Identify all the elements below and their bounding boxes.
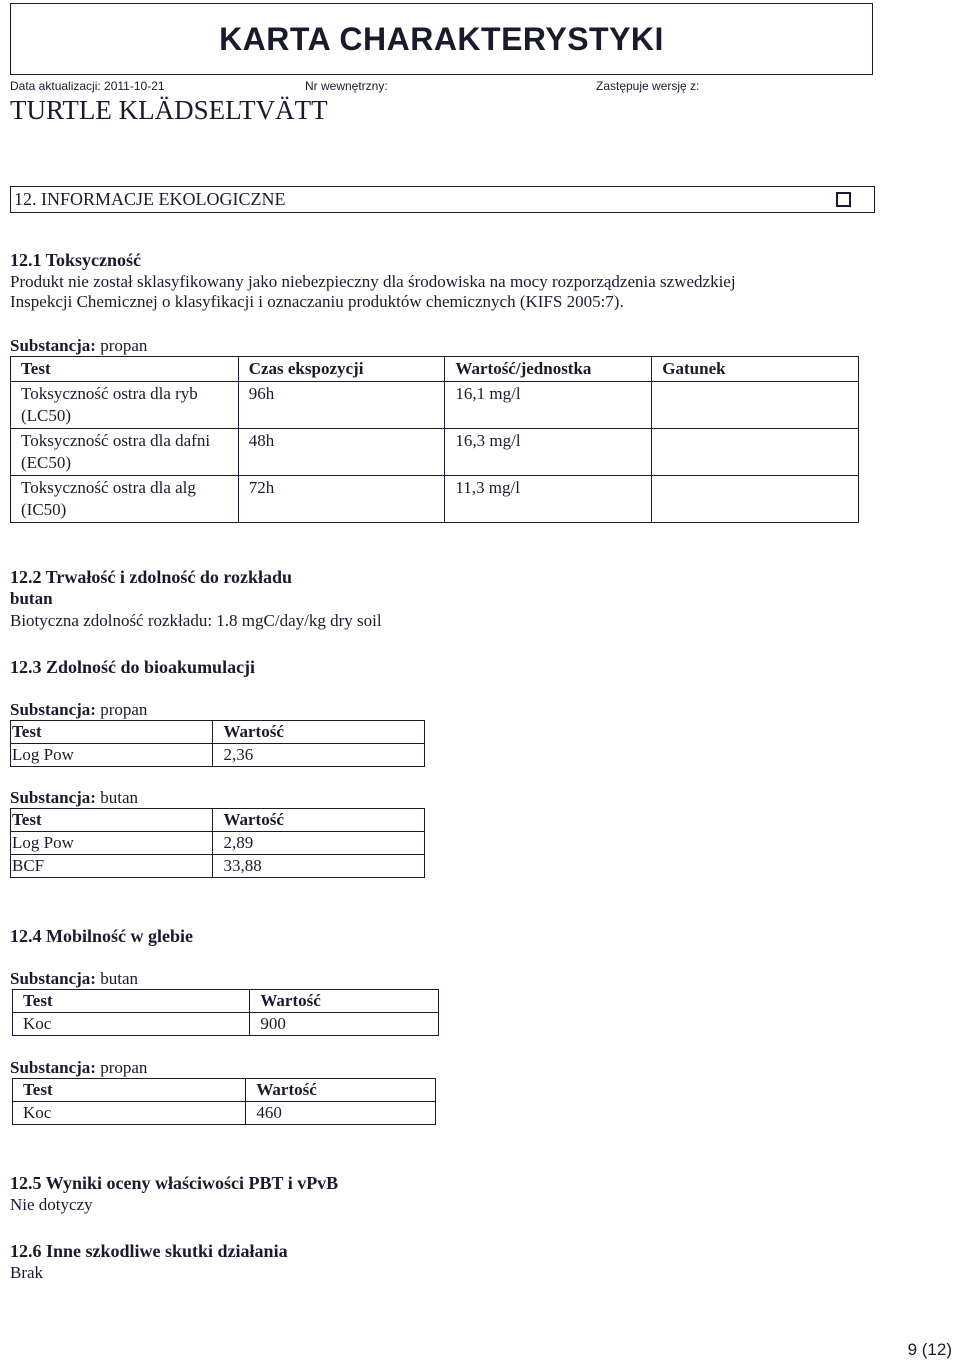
table-header-row [13,1079,436,1102]
substance-line [10,788,138,808]
table-row [11,476,859,523]
pbt-text: Nie dotyczy [10,1195,93,1214]
substance-line [10,336,147,356]
header-cell: Test [11,357,239,382]
title-box [10,3,873,75]
table-cell: Toksyczność ostra dla dafni (EC50) [11,429,239,476]
bioaccumulation-table-propan [10,720,425,767]
header-cell: Gatunek [652,357,859,382]
substance-label: Substancja: [10,1058,96,1077]
toxicity-table [10,356,859,523]
substance-name: butan [10,589,53,608]
header-cell: Wartość [213,721,425,744]
heading-12-6: 12.6 Inne szkodliwe skutki działania [10,1241,288,1261]
internal-number: Nr wewnętrzny: [305,79,388,93]
table-row [13,1013,439,1036]
table-cell: 900 [250,1013,439,1036]
table-cell: 2,89 [213,832,425,855]
substance-name: butan [100,788,138,807]
toxicity-paragraph [10,272,890,312]
mobility-table-butan [12,989,439,1036]
substance-label: Substancja: [10,700,96,719]
table-cell: 72h [238,476,445,523]
product-name: TURTLE KLÄDSELTVÄTT [10,95,328,125]
table-cell: 33,88 [213,855,425,878]
substance-name: propan [100,336,148,355]
heading-12-2: 12.2 Trwałość i zdolność do rozkładu [10,567,293,587]
substance-label: Substancja: [10,788,96,807]
header-cell: Wartość [246,1079,436,1102]
table-header-row [11,809,425,832]
substance-name: butan [100,969,138,988]
table-cell: Log Pow [11,832,213,855]
paragraph-line: Produkt nie został sklasyfikowany jako niebezpieczny dla środowiska na mocy rozporządzenia szwedzkiej [10,272,736,291]
replaces-version: Zastępuje wersję z: [596,79,700,93]
table-cell: BCF [11,855,213,878]
header-cell: Czas ekspozycji [238,357,445,382]
table-cell [652,476,859,523]
section-title: 12. INFORMACJE EKOLOGICZNE [14,189,286,209]
heading-12-4: 12.4 Mobilność w glebie [10,926,193,946]
table-row [11,832,425,855]
table-cell [652,382,859,429]
paragraph-line: Inspekcji Chemicznej o klasyfikacji i oznaczaniu produktów chemicznych (KIFS 2005:7). [10,292,624,311]
header-cell: Test [13,990,250,1013]
substance-label: Substancja: [10,336,96,355]
table-cell: Log Pow [11,744,213,767]
table-cell [652,429,859,476]
update-date: Data aktualizacji: 2011-10-21 [10,79,165,93]
mobility-table-propan [12,1078,436,1125]
header-cell: Test [11,809,213,832]
page-number: 9 (12) [907,1340,952,1359]
table-row [11,429,859,476]
table-cell: 48h [238,429,445,476]
other-effects-text: Brak [10,1263,44,1282]
table-row [11,382,859,429]
table-header-row [13,990,439,1013]
header-cell: Wartość/jednostka [445,357,652,382]
bioaccumulation-table-butan [10,808,425,878]
substance-name: propan [100,1058,148,1077]
heading-12-3: 12.3 Zdolność do bioakumulacji [10,657,256,677]
substance-line [10,969,138,989]
table-cell: Koc [13,1102,246,1125]
header-cell: Wartość [213,809,425,832]
heading-12-1: 12.1 Toksyczność [10,250,142,270]
header-cell: Test [13,1079,246,1102]
table-cell: 16,3 mg/l [445,429,652,476]
table-cell: 2,36 [213,744,425,767]
table-header-row [11,357,859,382]
table-cell: 96h [238,382,445,429]
table-row [11,855,425,878]
table-row [11,744,425,767]
table-cell: Koc [13,1013,250,1036]
document-title: KARTA CHARAKTERYSTYKI [219,20,664,57]
substance-label: Substancja: [10,969,96,988]
table-cell: 460 [246,1102,436,1125]
table-cell: 16,1 mg/l [445,382,652,429]
table-row [13,1102,436,1125]
table-cell: 11,3 mg/l [445,476,652,523]
table-cell: Toksyczność ostra dla ryb (LC50) [11,382,239,429]
table-header-row [11,721,425,744]
section-header [10,186,875,213]
header-cell: Test [11,721,213,744]
substance-line [10,1058,147,1078]
biodegradability-text: Biotyczna zdolność rozkładu: 1.8 mgC/day/kg dry soil [10,611,382,630]
substance-name: propan [100,700,148,719]
substance-line [10,700,147,720]
table-cell: Toksyczność ostra dla alg (IC50) [11,476,239,523]
heading-12-5: 12.5 Wyniki oceny właściwości PBT i vPvB [10,1173,339,1193]
checkbox-icon[interactable] [836,192,851,207]
header-cell: Wartość [250,990,439,1013]
